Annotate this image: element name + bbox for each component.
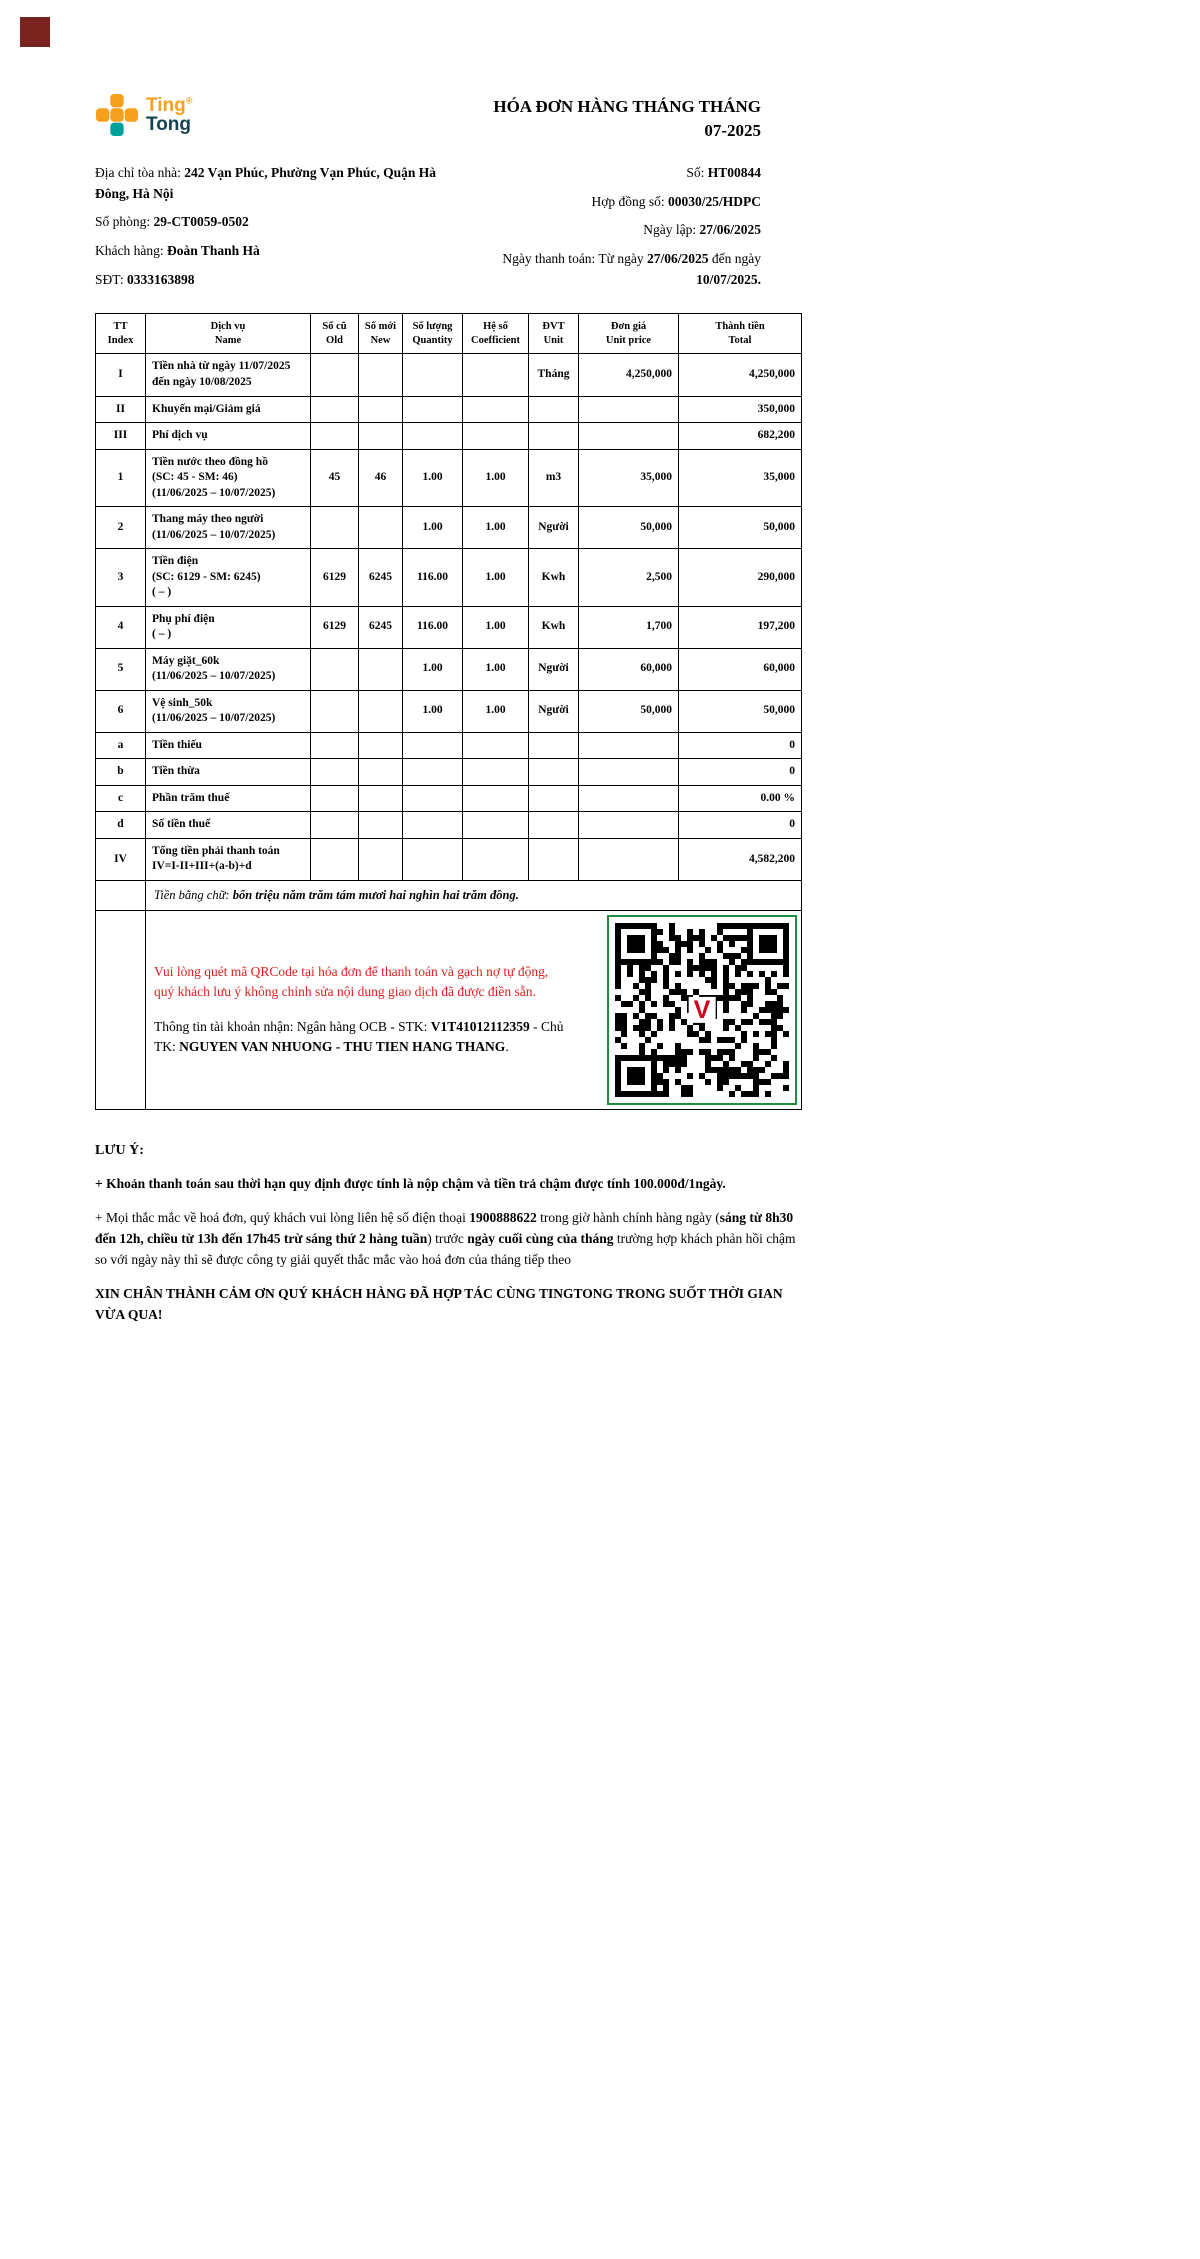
phone-value: 0333163898	[126, 272, 195, 288]
unit	[529, 785, 579, 812]
corner-marker	[20, 17, 50, 47]
table-row	[96, 549, 802, 607]
unit: Tháng	[529, 354, 579, 396]
row-index: 3	[96, 549, 146, 607]
service-name: Vệ sinh_50k (11/06/2025 – 10/07/2025)	[146, 690, 311, 732]
hotline-note-text-2: trong giờ hành chính hàng ngày (	[536, 1210, 720, 1226]
line-total: 35,000	[679, 449, 802, 507]
line-total: 50,000	[679, 690, 802, 732]
table-row	[96, 690, 802, 732]
column-header: Dịch vụ Name	[146, 314, 311, 354]
tingtong-logo-icon	[95, 93, 139, 137]
payment-period-line	[471, 249, 761, 291]
invoice-page	[95, 93, 801, 1339]
address-value: 242 Vạn Phúc, Phường Vạn Phúc, Quận Hà Đông, Hà Nội	[95, 164, 437, 201]
registered-mark: ®	[185, 95, 193, 106]
column-header: Đơn giá Unit price	[579, 314, 679, 354]
building-address-line	[95, 163, 471, 205]
old-reading	[311, 759, 359, 786]
payment-period-label: Ngày thanh toán: Từ ngày	[502, 251, 647, 267]
unit-price	[579, 423, 679, 450]
payment-instructions	[150, 962, 570, 1057]
invoice-number-value: HT00844	[707, 164, 761, 180]
unit: Người	[529, 507, 579, 549]
unit-price: 4,250,000	[579, 354, 679, 396]
new-reading	[359, 785, 403, 812]
unit-price	[579, 732, 679, 759]
unit	[529, 423, 579, 450]
invoice-number-label: Số:	[686, 164, 708, 180]
service-name: Tổng tiền phải thanh toán IV=I-II+III+(a-b)+d	[146, 838, 311, 880]
quantity: 1.00	[403, 449, 463, 507]
coefficient: 1.00	[463, 606, 529, 648]
quantity: 116.00	[403, 606, 463, 648]
line-total: 0	[679, 732, 802, 759]
customer-label: Khách hàng:	[95, 243, 167, 259]
quantity: 1.00	[403, 507, 463, 549]
old-reading	[311, 785, 359, 812]
customer-value: Đoàn Thanh Hà	[166, 243, 260, 259]
coefficient	[463, 732, 529, 759]
unit-price: 60,000	[579, 648, 679, 690]
invoice-table-header-row	[96, 314, 802, 354]
hotline-number: 1900888622	[469, 1210, 537, 1226]
quantity	[403, 423, 463, 450]
table-row	[96, 648, 802, 690]
service-name: Tiền điện (SC: 6129 - SM: 6245) ( – )	[146, 549, 311, 607]
deadline-phrase: ngày cuối cùng của tháng	[467, 1231, 614, 1247]
old-reading	[311, 396, 359, 423]
row-index: IV	[96, 838, 146, 880]
service-name: Phụ phí điện ( – )	[146, 606, 311, 648]
old-reading	[311, 732, 359, 759]
unit-price	[579, 812, 679, 839]
new-reading	[359, 690, 403, 732]
service-name: Số tiền thuế	[146, 812, 311, 839]
hotline-note-text-4: trường hợp khách phản hồi chậm so với ngày này thì sẽ được công ty giải quyết thắc mắc vào hoá đơn của tháng tiếp theo	[95, 1231, 796, 1268]
account-number: V1T41012112359	[430, 1018, 530, 1034]
column-header: ĐVT Unit	[529, 314, 579, 354]
unit	[529, 812, 579, 839]
footer-notes	[95, 1140, 801, 1326]
new-reading	[359, 812, 403, 839]
unit	[529, 838, 579, 880]
quantity	[403, 354, 463, 396]
unit-price	[579, 785, 679, 812]
payment-to-date: 10/07/2025.	[696, 272, 761, 288]
row-index: III	[96, 423, 146, 450]
table-row	[96, 606, 802, 648]
new-reading: 46	[359, 449, 403, 507]
bank-account-info	[154, 1017, 570, 1058]
unit-price	[579, 759, 679, 786]
payment-from-date: 27/06/2025	[647, 251, 709, 267]
hotline-note-text-3: ) trước	[427, 1231, 468, 1247]
coefficient	[463, 423, 529, 450]
line-total: 350,000	[679, 396, 802, 423]
table-row	[96, 759, 802, 786]
service-name: Phí dịch vụ	[146, 423, 311, 450]
coefficient: 1.00	[463, 449, 529, 507]
line-total: 4,250,000	[679, 354, 802, 396]
qr-center-logo	[689, 997, 716, 1023]
account-holder-label: - Chủ TK:	[154, 1018, 564, 1054]
unit: Kwh	[529, 549, 579, 607]
old-reading	[311, 354, 359, 396]
room-label: Số phòng:	[95, 214, 154, 230]
unit-price: 1,700	[579, 606, 679, 648]
service-name: Khuyến mại/Giảm giá	[146, 396, 311, 423]
new-reading	[359, 648, 403, 690]
amount-in-words-row	[96, 880, 802, 910]
row-index: 4	[96, 606, 146, 648]
column-header: Số lượng Quantity	[403, 314, 463, 354]
column-header: Số mới New	[359, 314, 403, 354]
qr-code	[607, 915, 797, 1105]
account-label: Thông tin tài khoản nhận: Ngân hàng OCB - STK:	[154, 1018, 431, 1034]
new-reading	[359, 838, 403, 880]
phone-label: SĐT:	[95, 272, 127, 288]
old-reading	[311, 812, 359, 839]
invoice-table	[95, 313, 802, 1110]
line-total: 0	[679, 759, 802, 786]
late-payment-note: + Khoản thanh toán sau thời hạn quy định được tính là nộp chậm và tiền trả chậm được tính 100.000đ/1ngày.	[95, 1176, 726, 1192]
hotline-note-text-1: + Mọi thắc mắc về hoá đơn, quý khách vui lòng liên hệ số điện thoại	[95, 1210, 470, 1226]
new-reading: 6245	[359, 606, 403, 648]
old-reading: 45	[311, 449, 359, 507]
amount-in-words-value: bốn triệu năm trăm tám mươi hai nghìn hai trăm đồng.	[232, 887, 519, 902]
quantity: 1.00	[403, 648, 463, 690]
row-index: d	[96, 812, 146, 839]
row-index: 6	[96, 690, 146, 732]
table-row	[96, 732, 802, 759]
invoice-title: HÓA ĐƠN HÀNG THÁNG THÁNG 07-2025	[493, 97, 761, 140]
table-row	[96, 354, 802, 396]
quantity	[403, 785, 463, 812]
coefficient: 1.00	[463, 690, 529, 732]
invoice-table-body	[96, 354, 802, 880]
unit	[529, 396, 579, 423]
service-name: Phần trăm thuế	[146, 785, 311, 812]
vietqr-v-mark: V	[693, 995, 711, 1024]
old-reading: 6129	[311, 549, 359, 607]
service-name: Thang máy theo người (11/06/2025 – 10/07/2025)	[146, 507, 311, 549]
table-row	[96, 423, 802, 450]
old-reading	[311, 838, 359, 880]
quantity	[403, 759, 463, 786]
account-sentence-end: .	[505, 1038, 509, 1054]
contract-label: Hợp đồng số:	[591, 193, 668, 209]
amount-in-words-index-cell	[96, 880, 146, 910]
account-holder-name: NGUYEN VAN NHUONG - THU TIEN HANG THANG	[179, 1038, 506, 1054]
column-header: Số cũ Old	[311, 314, 359, 354]
new-reading	[359, 507, 403, 549]
line-total: 0.00 %	[679, 785, 802, 812]
row-index: 5	[96, 648, 146, 690]
unit-price: 35,000	[579, 449, 679, 507]
hotline-note	[95, 1208, 801, 1271]
payment-period-separator: đến ngày	[708, 251, 761, 267]
row-index: 1	[96, 449, 146, 507]
row-index: a	[96, 732, 146, 759]
unit-price: 50,000	[579, 690, 679, 732]
old-reading: 6129	[311, 606, 359, 648]
old-reading	[311, 423, 359, 450]
old-reading	[311, 690, 359, 732]
line-total: 50,000	[679, 507, 802, 549]
coefficient	[463, 838, 529, 880]
invoice-header	[95, 93, 801, 143]
row-index: b	[96, 759, 146, 786]
coefficient: 1.00	[463, 549, 529, 607]
unit-price: 2,500	[579, 549, 679, 607]
unit: Kwh	[529, 606, 579, 648]
amount-in-words	[146, 880, 802, 910]
unit-price	[579, 396, 679, 423]
logo-wordmark	[146, 96, 192, 135]
service-name: Tiền thiếu	[146, 732, 311, 759]
phone-line	[95, 270, 471, 291]
address-label: Địa chỉ tòa nhà:	[95, 164, 185, 180]
table-row	[96, 838, 802, 880]
customer-line	[95, 241, 471, 262]
quantity	[403, 812, 463, 839]
logo-ting-text: Ting	[146, 94, 186, 116]
payment-cell	[146, 910, 802, 1109]
coefficient: 1.00	[463, 507, 529, 549]
new-reading	[359, 732, 403, 759]
unit: Người	[529, 648, 579, 690]
unit-price: 50,000	[579, 507, 679, 549]
table-row	[96, 812, 802, 839]
unit	[529, 732, 579, 759]
table-row	[96, 449, 802, 507]
service-name: Tiền nước theo đồng hồ (SC: 45 - SM: 46) (11/06/2025 – 10/07/2025)	[146, 449, 311, 507]
notes-heading: LƯU Ý:	[95, 1142, 144, 1158]
payment-index-cell	[96, 910, 146, 1109]
coefficient	[463, 354, 529, 396]
invoice-info-section	[95, 163, 801, 300]
issue-date-line	[471, 220, 761, 241]
line-total: 290,000	[679, 549, 802, 607]
unit: m3	[529, 449, 579, 507]
unit-price	[579, 838, 679, 880]
amount-in-words-label: Tiền bằng chữ:	[154, 887, 233, 902]
info-left-column	[95, 163, 471, 300]
working-hours: sáng từ 8h30 đến 12h, chiều từ 13h đến 17h45 trừ sáng thứ 2 hàng tuần	[95, 1210, 794, 1247]
room-value: 29-CT0059-0502	[153, 214, 249, 230]
quantity: 1.00	[403, 690, 463, 732]
info-right-column	[471, 163, 801, 300]
new-reading	[359, 396, 403, 423]
new-reading: 6245	[359, 549, 403, 607]
quantity	[403, 838, 463, 880]
column-header: Hệ số Coefficient	[463, 314, 529, 354]
closing-thanks: XIN CHÂN THÀNH CẢM ƠN QUÝ KHÁCH HÀNG ĐÃ HỢP TÁC CÙNG TINGTONG TRONG SUỐT THỜI GIAN VỪA QUA!	[95, 1286, 783, 1323]
qr-scan-notice: Vui lòng quét mã QRCode tại hóa đơn để thanh toán và gạch nợ tự động, quý khách lưu ý không chỉnh sửa nội dung giao dịch đã được điền sẵn.	[154, 964, 549, 1000]
row-index: c	[96, 785, 146, 812]
quantity	[403, 396, 463, 423]
service-name: Máy giặt_60k (11/06/2025 – 10/07/2025)	[146, 648, 311, 690]
unit: Người	[529, 690, 579, 732]
payment-row	[96, 910, 802, 1109]
column-header: Thành tiền Total	[679, 314, 802, 354]
new-reading	[359, 759, 403, 786]
issue-date-label: Ngày lập:	[643, 222, 700, 238]
quantity	[403, 732, 463, 759]
tingtong-logo	[95, 93, 192, 137]
logo-tong-text: Tong	[146, 114, 192, 135]
new-reading	[359, 354, 403, 396]
room-number-line	[95, 212, 471, 233]
line-total: 4,582,200	[679, 838, 802, 880]
line-total: 60,000	[679, 648, 802, 690]
invoice-number-line	[471, 163, 761, 184]
row-index: I	[96, 354, 146, 396]
table-row	[96, 507, 802, 549]
column-header: TT Index	[96, 314, 146, 354]
unit	[529, 759, 579, 786]
coefficient: 1.00	[463, 648, 529, 690]
old-reading	[311, 648, 359, 690]
row-index: 2	[96, 507, 146, 549]
issue-date-value: 27/06/2025	[699, 222, 761, 238]
coefficient	[463, 396, 529, 423]
quantity: 116.00	[403, 549, 463, 607]
service-name: Tiền nhà từ ngày 11/07/2025 đến ngày 10/08/2025	[146, 354, 311, 396]
new-reading	[359, 423, 403, 450]
service-name: Tiền thừa	[146, 759, 311, 786]
line-total: 197,200	[679, 606, 802, 648]
table-row	[96, 396, 802, 423]
line-total: 682,200	[679, 423, 802, 450]
row-index: II	[96, 396, 146, 423]
coefficient	[463, 785, 529, 812]
line-total: 0	[679, 812, 802, 839]
table-row	[96, 785, 802, 812]
coefficient	[463, 812, 529, 839]
old-reading	[311, 507, 359, 549]
coefficient	[463, 759, 529, 786]
contract-value: 00030/25/HDPC	[668, 193, 761, 209]
contract-number-line	[471, 192, 761, 213]
